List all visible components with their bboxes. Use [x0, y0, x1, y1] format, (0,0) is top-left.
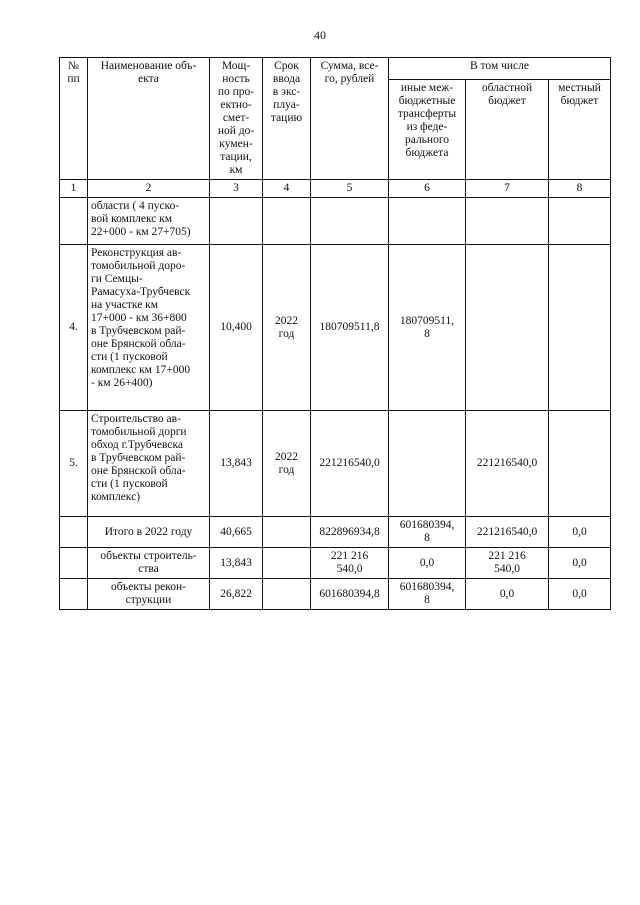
- row-power: 40,665: [210, 517, 263, 548]
- column-number: 7: [466, 180, 549, 198]
- row-federal: [389, 198, 466, 245]
- row-federal: 180709511, 8: [389, 245, 466, 411]
- table-row: [60, 411, 611, 517]
- header-col-no: № пп: [60, 58, 88, 180]
- header-col-power: Мощ- ность по про- ектно- смет- ной до- кумен- тации, км: [210, 58, 263, 180]
- row-federal: 601680394, 8: [389, 579, 466, 610]
- row-sum: 601680394,8: [311, 579, 389, 610]
- row-sum: 221216540,0: [311, 411, 389, 517]
- subtotal-row: [60, 548, 611, 579]
- column-number-row: [60, 180, 611, 198]
- header-col-name: Наименование объ- екта: [88, 58, 210, 180]
- row-name: Итого в 2022 году: [88, 517, 210, 548]
- row-sum: 221 216 540,0: [311, 548, 389, 579]
- row-name: Строительство ав- томобильной дорги обход г.Трубчевска в Трубчевском рай- оне Брянской обла- сти (1 пусковой комплекс): [88, 411, 210, 517]
- column-number: 8: [549, 180, 611, 198]
- row-term: [263, 548, 311, 579]
- row-power: [210, 198, 263, 245]
- row-power: 13,843: [210, 548, 263, 579]
- header-col-term: Срок ввода в экс- плуа- тацию: [263, 58, 311, 180]
- row-sum: 180709511,8: [311, 245, 389, 411]
- row-local: 0,0: [549, 548, 611, 579]
- header-col-regional: областной бюджет: [466, 79, 549, 179]
- header-col-federal: иные меж- бюджетные трансферты из феде- рального бюджета: [389, 79, 466, 179]
- row-term: [263, 579, 311, 610]
- row-local: [549, 198, 611, 245]
- row-federal: 0,0: [389, 548, 466, 579]
- row-sum: 822896934,8: [311, 517, 389, 548]
- column-number: 4: [263, 180, 311, 198]
- row-regional: 221 216 540,0: [466, 548, 549, 579]
- row-sum: [311, 198, 389, 245]
- row-term: 2022 год: [263, 245, 311, 411]
- row-power: 13,843: [210, 411, 263, 517]
- header-col-local: местный бюджет: [549, 79, 611, 179]
- row-no: [60, 198, 88, 245]
- header-col-sum: Сумма, все- го, рублей: [311, 58, 389, 180]
- row-federal: [389, 411, 466, 517]
- row-local: [549, 411, 611, 517]
- header-row: [60, 58, 611, 80]
- table-row: [60, 198, 611, 245]
- row-regional: 0,0: [466, 579, 549, 610]
- row-name: объекты строитель- ства: [88, 548, 210, 579]
- subtotal-row: [60, 579, 611, 610]
- row-no: [60, 548, 88, 579]
- row-term: 2022 год: [263, 411, 311, 517]
- row-no: 5.: [60, 411, 88, 517]
- row-no: [60, 517, 88, 548]
- column-number: 2: [88, 180, 210, 198]
- row-local: [549, 245, 611, 411]
- row-local: 0,0: [549, 579, 611, 610]
- column-number: 1: [60, 180, 88, 198]
- column-number: 3: [210, 180, 263, 198]
- header-group-including: В том числе: [389, 58, 611, 80]
- row-power: 26,822: [210, 579, 263, 610]
- table-row: [60, 245, 611, 411]
- row-name: Реконструкция ав- томобильной доро- ги Семцы- Рамасуха-Трубчевск на участке км 17+000 - км 36+800 в Трубчевском рай- оне Брянской обла- сти (1 пусковой комплекс км 17+000 - км 26+400): [88, 245, 210, 411]
- budget-table: [59, 57, 611, 610]
- row-federal: 601680394, 8: [389, 517, 466, 548]
- page-number: 40: [314, 28, 326, 42]
- row-power: 10,400: [210, 245, 263, 411]
- row-term: [263, 517, 311, 548]
- row-regional: 221216540,0: [466, 411, 549, 517]
- total-row: [60, 517, 611, 548]
- row-no: [60, 579, 88, 610]
- row-regional: 221216540,0: [466, 517, 549, 548]
- column-number: 5: [311, 180, 389, 198]
- row-regional: [466, 198, 549, 245]
- column-number: 6: [389, 180, 466, 198]
- row-name: объекты рекон- струкции: [88, 579, 210, 610]
- row-term: [263, 198, 311, 245]
- row-local: 0,0: [549, 517, 611, 548]
- row-regional: [466, 245, 549, 411]
- row-no: 4.: [60, 245, 88, 411]
- row-name: области ( 4 пуско- вой комплекс км 22+000 - км 27+705): [88, 198, 210, 245]
